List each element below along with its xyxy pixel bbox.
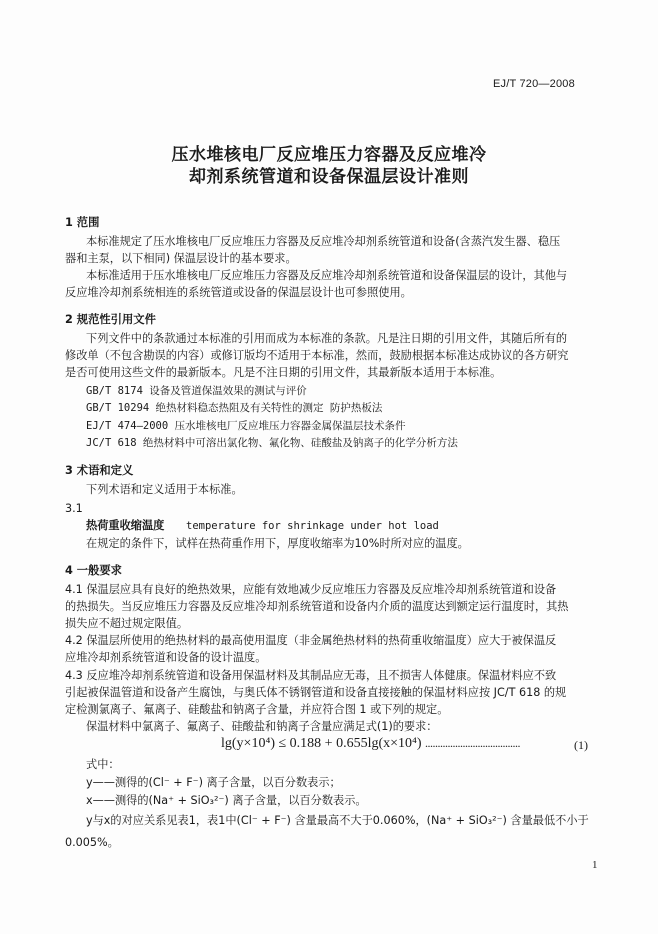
formula-leader-dots: ...................................... bbox=[425, 736, 520, 750]
term-number: 3.1 bbox=[65, 502, 83, 515]
clause-4-3-line1: 4.3 反应堆冷却剂系统管道和设备用保温材料及其制品应无毒，且不损害人体健康。保温材料应不致 bbox=[65, 669, 557, 682]
sec1-p2-line1: 本标准适用于压水堆核电厂反应堆压力容器及反应堆冷却剂系统管道和设备保温层的设计，其他与 bbox=[86, 269, 568, 282]
clause-4-2-line1: 4.2 保温层所使用的绝热材料的最高使用温度（非金属绝热材料的热荷重收缩温度）应大于被保温反 bbox=[65, 634, 557, 647]
standard-code: EJ/T 720—2008 bbox=[493, 78, 575, 90]
clause-4-2-line2: 应堆冷却剂系统管道和设备的设计温度。 bbox=[65, 651, 267, 664]
clause-4-3-line4: 保温材料中氯离子、氟离子、硅酸盐和钠离子含量应满足式(1)的要求： bbox=[86, 720, 438, 733]
final-paragraph-line1: y与x的对应关系见表1，表1中(Cl⁻ + F⁻) 含量最高不大于0.060%，(Na⁺ + SiO₃²⁻) 含量最低不小于 bbox=[86, 814, 589, 827]
formula-number: (1) bbox=[574, 738, 588, 752]
title-line-2: 却剂系统管道和设备保温层设计准则 bbox=[189, 167, 469, 187]
sec2-p-line1: 下列文件中的条款通过本标准的引用而成为本标准的条款。凡是注日期的引用文件，其随后所有的 bbox=[86, 332, 568, 345]
clause-4-3-line3: 定检测氯离子、氟离子、硅酸盐和钠离子含量，并应符合图 1 或下列的规定。 bbox=[65, 703, 449, 716]
section-3-heading: 3 术语和定义 bbox=[65, 464, 134, 477]
sec2-p-line3: 是否可使用这些文件的最新版本。凡是不注日期的引用文件，其最新版本适用于本标准。 bbox=[65, 366, 502, 379]
reference-item: JC/T 618 绝热材料中可溶出氯化物、氟化物、硅酸盐及钠离子的化学分析方法 bbox=[86, 437, 458, 449]
term-chinese: 热荷重收缩温度 bbox=[86, 519, 165, 532]
reference-item: GB/T 8174 设备及管道保温效果的测试与评价 bbox=[86, 385, 307, 397]
sec1-p2-line2: 反应堆冷却剂系统相连的系统管道或设备的保温层设计也可参照使用。 bbox=[65, 286, 412, 299]
final-paragraph-line2: 0.005%。 bbox=[65, 836, 119, 849]
term-definition: 在规定的条件下，试样在热荷重作用下，厚度收缩率为10%时所对应的温度。 bbox=[86, 537, 469, 550]
reference-item: GB/T 10294 绝热材料稳态热阻及有关特性的测定 防护热板法 bbox=[86, 402, 383, 414]
sec1-p1-line1: 本标准规定了压水堆核电厂反应堆压力容器及反应堆冷却剂系统管道和设备(含蒸汽发生器、稳压 bbox=[86, 235, 561, 248]
where-label: 式中： bbox=[86, 758, 120, 771]
variable-x-definition: x——测得的(Na⁺ + SiO₃²⁻) 离子含量，以百分数表示。 bbox=[86, 794, 367, 807]
clause-4-1-line3: 损失应不超过规定限值。 bbox=[65, 617, 189, 630]
title-line-1: 压水堆核电厂反应堆压力容器及反应堆冷 bbox=[171, 145, 487, 165]
sec3-intro: 下列术语和定义适用于本标准。 bbox=[86, 483, 243, 496]
sec1-p1-line2: 器和主泵，以下相同) 保温层设计的基本要求。 bbox=[65, 252, 297, 265]
clause-4-3-line2: 引起被保温管道和设备产生腐蚀，与奥氏体不锈钢管道和设备直接接触的保温材料应按 JC/T 618 的规 bbox=[65, 686, 567, 699]
clause-4-1-line2: 的热损失。当反应堆压力容器及反应堆冷却剂系统管道和设备内介质的温度达到额定运行温度时，其热 bbox=[65, 600, 569, 613]
section-4-heading: 4 一般要求 bbox=[65, 564, 122, 577]
page-number: 1 bbox=[592, 859, 598, 871]
variable-y-definition: y——测得的(Cl⁻ + F⁻) 离子含量，以百分数表示； bbox=[86, 776, 341, 789]
formula-1: lg(y×10⁴) ≤ 0.188 + 0.655lg(x×10⁴) bbox=[221, 736, 422, 751]
section-1-heading: 1 范围 bbox=[65, 216, 100, 229]
section-2-heading: 2 规范性引用文件 bbox=[65, 313, 156, 326]
reference-item: EJ/T 474—2000 压水堆核电厂反应堆压力容器金属保温层技术条件 bbox=[86, 420, 406, 432]
clause-4-1-line1: 4.1 保温层应具有良好的绝热效果，应能有效地减少反应堆压力容器及反应堆冷却剂系统管道和设备 bbox=[65, 583, 557, 596]
term-english: temperature for shrinkage under hot load bbox=[186, 520, 439, 532]
sec2-p-line2: 修改单（不包含勘误的内容）或修订版均不适用于本标准，然而，鼓励根据本标准达成协议的各方研究 bbox=[65, 349, 569, 362]
